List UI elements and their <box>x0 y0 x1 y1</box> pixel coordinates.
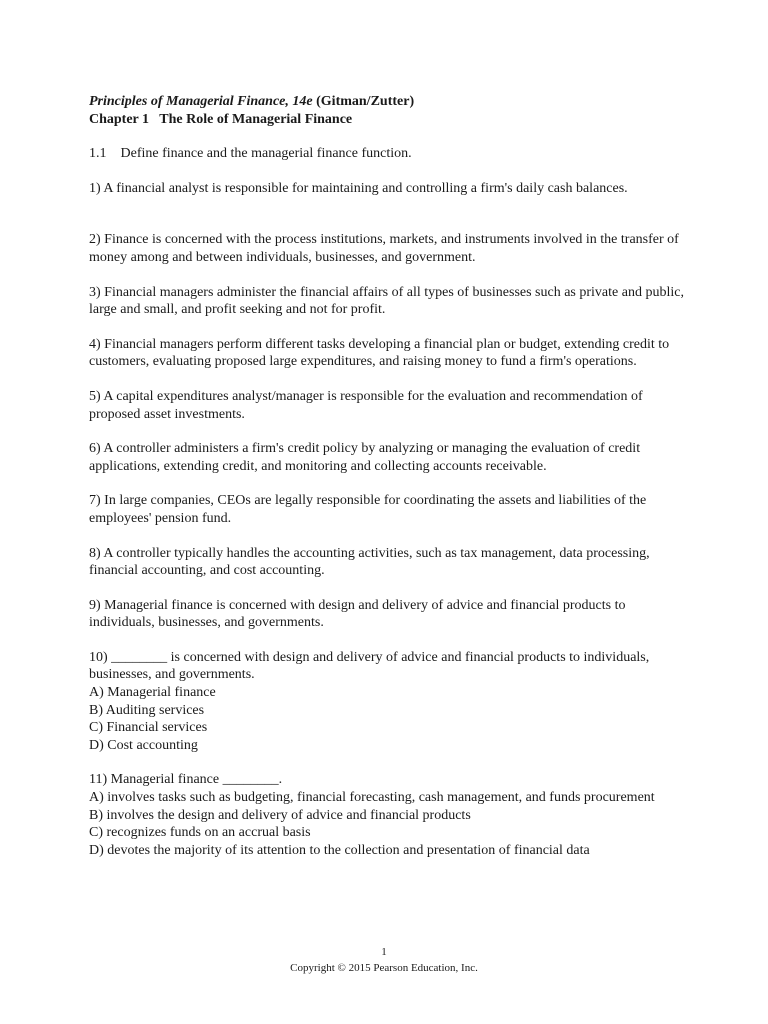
answer-option: A) Managerial finance <box>89 685 216 701</box>
answer-option: B) involves the design and delivery of advice and financial products <box>89 807 471 823</box>
question-10 <box>89 649 689 755</box>
book-authors: (Gitman/Zutter) <box>312 94 415 109</box>
question-4 <box>89 336 689 371</box>
question-7 <box>89 492 689 527</box>
question-9 <box>89 597 689 632</box>
question-stem: 6) A controller administers a firm's credit policy by analyzing or managing the evaluation of credit applications, extending credit, and monitoring and collecting accounts receivable. <box>89 441 641 474</box>
page-content <box>89 93 689 859</box>
answer-option: D) devotes the majority of its attention to the collection and presentation of financial data <box>89 842 590 858</box>
question-stem: 5) A capital expenditures analyst/manager is responsible for the evaluation and recommendation of proposed asset investments. <box>89 388 643 422</box>
question-5 <box>89 388 689 423</box>
question-stem: 8) A controller typically handles the accounting activities, such as tax management, data processing, financial accounting, and cost accounting. <box>89 545 650 579</box>
question-8 <box>89 545 689 580</box>
answer-option: A) involves tasks such as budgeting, financial forecasting, cash management, and funds procurement <box>89 790 655 806</box>
question-stem: 11) Managerial finance ________. <box>89 772 283 788</box>
copyright-notice: Copyright © 2015 Pearson Education, Inc. <box>290 962 478 974</box>
question-2 <box>89 231 689 266</box>
page-number: 1 <box>381 946 387 958</box>
question-11 <box>89 771 689 859</box>
book-title: Principles of Managerial Finance, 14e <box>89 94 313 109</box>
question-3 <box>89 284 689 319</box>
chapter-title: Chapter 1 The Role of Managerial Finance <box>89 111 353 127</box>
answer-option: B) Auditing services <box>89 702 205 718</box>
question-stem: 2) Finance is concerned with the process institutions, markets, and instruments involved in the transfer of money among and between individuals, businesses, and government. <box>89 232 679 265</box>
question-stem: 7) In large companies, CEOs are legally responsible for coordinating the assets and liabilities of the employees' pension fund. <box>89 493 647 526</box>
answer-option: C) recognizes funds on an accrual basis <box>89 825 311 841</box>
question-stem: 10) ________ is concerned with design and delivery of advice and financial products to individuals, businesses, and governments. <box>89 649 650 683</box>
answer-option: C) Financial services <box>89 720 208 736</box>
question-stem: 1) A financial analyst is responsible for maintaining and controlling a firm's daily cash balances. <box>89 180 628 196</box>
question-6 <box>89 440 689 475</box>
question-stem: 3) Financial managers administer the financial affairs of all types of businesses such as private and public, large and small, and profit seeking and not for profit. <box>89 284 684 318</box>
answer-option: D) Cost accounting <box>89 737 198 753</box>
question-stem: 9) Managerial finance is concerned with design and delivery of advice and financial products to individuals, businesses, and governments. <box>89 597 626 631</box>
book-header <box>89 93 689 111</box>
section-heading: 1.1 Define finance and the managerial finance function. <box>89 146 412 162</box>
page-footer <box>0 944 768 976</box>
question-1 <box>89 180 689 198</box>
question-stem: 4) Financial managers perform different tasks developing a financial plan or budget, extending credit to customers, evaluating proposed large expenditures, and raising money to fund a firm's operations. <box>89 336 670 370</box>
